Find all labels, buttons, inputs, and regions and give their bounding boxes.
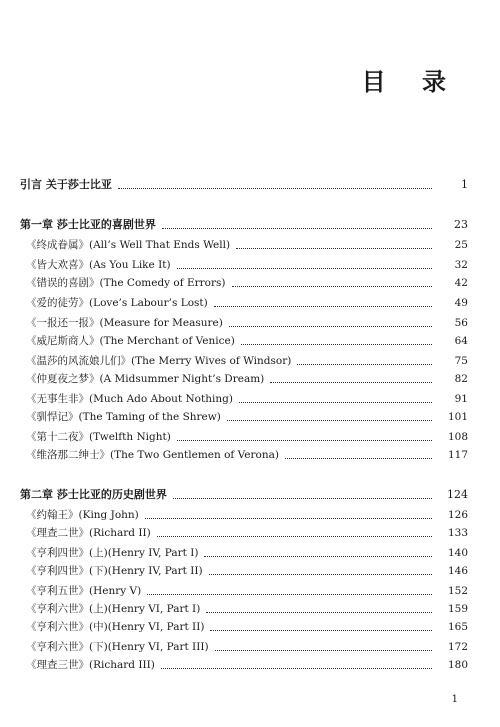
toc-entry-page: 25 [454, 239, 468, 251]
dot-leader [214, 306, 432, 307]
toc-entry-label: 《无事生非》(Much Ado About Nothing) [26, 393, 233, 405]
toc-entry[interactable] [0, 386, 500, 406]
toc-entry-label: 《爱的徒劳》(Love’s Labour’s Lost) [26, 297, 208, 309]
toc-entry-label: 第二章 莎士比亚的历史剧世界 [20, 488, 167, 501]
toc-entry[interactable] [0, 232, 500, 252]
toc-entry-label: 《终成眷属》(All’s Well That Ends Well) [26, 239, 231, 251]
dot-leader [297, 364, 432, 365]
toc-entry[interactable] [0, 310, 500, 330]
dot-leader [209, 574, 432, 575]
toc-entry-page: 140 [447, 547, 468, 559]
toc-entry[interactable] [0, 596, 500, 616]
toc-entry[interactable] [0, 252, 500, 272]
toc-entry-page: 64 [454, 335, 468, 347]
dot-leader [161, 668, 432, 669]
toc-entry-label: 《理查三世》(Richard III) [26, 659, 155, 671]
toc-entry-label: 《一报还一报》(Measure for Measure) [26, 317, 223, 329]
dot-leader [210, 630, 432, 631]
toc-entry-page: 101 [447, 411, 468, 423]
toc-entry-label: 《皆大欢喜》(As You Like It) [26, 259, 171, 271]
toc-entry[interactable] [0, 520, 500, 540]
toc-entry-label: 引言 关于莎士比亚 [20, 178, 112, 191]
toc-entry-label: 《仲夏夜之梦》(A Midsummer Night’s Dream) [26, 373, 265, 385]
toc-entry-page: 126 [447, 509, 468, 521]
dot-leader [206, 612, 432, 613]
dot-leader [285, 458, 432, 459]
toc-entry-page: 32 [454, 259, 468, 271]
toc-entry[interactable] [0, 404, 500, 424]
dot-leader [270, 382, 432, 383]
toc-entry-page: 133 [447, 527, 468, 539]
toc-entry[interactable] [0, 502, 500, 522]
toc-entry-label: 《维洛那二绅士》(The Two Gentlemen of Verona) [26, 449, 279, 461]
toc-entry-label: 《威尼斯商人》(The Merchant of Venice) [26, 335, 235, 347]
dot-leader [177, 440, 432, 441]
toc-entry-page: 152 [447, 585, 468, 597]
dot-leader [173, 498, 432, 499]
dot-leader [236, 248, 432, 249]
toc-entry[interactable] [0, 270, 500, 290]
toc-chapter-entry[interactable] [0, 212, 500, 232]
toc-entry[interactable] [0, 634, 500, 654]
toc-entry-label: 《约翰王》(King John) [26, 509, 139, 521]
toc-entry-label: 《亨利五世》(Henry V) [26, 585, 142, 597]
toc-entry[interactable] [0, 558, 500, 578]
toc-entry-page: 172 [447, 641, 468, 653]
dot-leader [232, 286, 432, 287]
toc-entry-page: 117 [447, 449, 468, 461]
dot-leader [241, 344, 432, 345]
toc-entry-label: 《驯悍记》(The Taming of the Shrew) [26, 411, 221, 423]
toc-chapter-entry[interactable] [0, 482, 500, 502]
toc-entry-label: 《亨利六世》(中)(Henry VI, Part II) [26, 621, 205, 633]
toc-entry-page: 42 [454, 277, 468, 289]
toc-entry-label: 《温莎的风流娘儿们》(The Merry Wives of Windsor) [26, 355, 292, 367]
toc-entry-page: 75 [454, 355, 468, 367]
toc-entry-page: 56 [454, 317, 468, 329]
toc-entry-page: 91 [454, 393, 468, 405]
dot-leader [147, 594, 432, 595]
dot-leader [239, 402, 432, 403]
toc-entry-page: 82 [454, 373, 468, 385]
toc-entry-label: 《第十二夜》(Twelfth Night) [26, 431, 171, 443]
toc-entry-label: 《亨利六世》(下)(Henry VI, Part III) [26, 641, 209, 653]
dot-leader [162, 228, 432, 229]
page-title: 目 录 [361, 67, 460, 96]
toc-entry[interactable] [0, 540, 500, 560]
toc-entry-label: 《亨利六世》(上)(Henry VI, Part I) [26, 603, 201, 615]
dot-leader [229, 326, 432, 327]
dot-leader [177, 268, 432, 269]
toc-entry-page: 159 [447, 603, 468, 615]
toc-entry-page: 108 [447, 431, 468, 443]
toc-entry-label: 《错误的喜剧》(The Comedy of Errors) [26, 277, 226, 289]
toc-entry-page: 49 [454, 297, 468, 309]
dot-leader [118, 188, 432, 189]
toc-entry-page: 180 [447, 659, 468, 671]
dot-leader [157, 536, 432, 537]
toc-entry[interactable] [0, 328, 500, 348]
toc-entry-page: 1 [461, 178, 468, 191]
toc-entry-label: 《亨利四世》(上)(Henry IV, Part I) [26, 547, 199, 559]
toc-entry[interactable] [0, 578, 500, 598]
toc-entry-label: 第一章 莎士比亚的喜剧世界 [20, 218, 156, 231]
toc-entry-label: 《亨利四世》(下)(Henry IV, Part II) [26, 565, 203, 577]
dot-leader [215, 650, 432, 651]
dot-leader [145, 518, 432, 519]
toc-entry[interactable] [0, 348, 500, 368]
toc-entry-label: 《理查二世》(Richard II) [26, 527, 151, 539]
toc-entry[interactable] [0, 366, 500, 386]
toc-entry[interactable] [0, 652, 500, 672]
toc-entry-page: 23 [454, 218, 468, 231]
toc-entry[interactable] [0, 424, 500, 444]
dot-leader [227, 420, 432, 421]
toc-entry-page: 165 [447, 621, 468, 633]
page-number: 1 [451, 694, 458, 705]
toc-entry-page: 146 [447, 565, 468, 577]
toc-chapter-entry[interactable] [0, 172, 500, 192]
toc-entry[interactable] [0, 290, 500, 310]
dot-leader [204, 556, 432, 557]
toc-entry[interactable] [0, 614, 500, 634]
toc-entry[interactable] [0, 442, 500, 462]
toc-entry-page: 124 [447, 488, 468, 501]
